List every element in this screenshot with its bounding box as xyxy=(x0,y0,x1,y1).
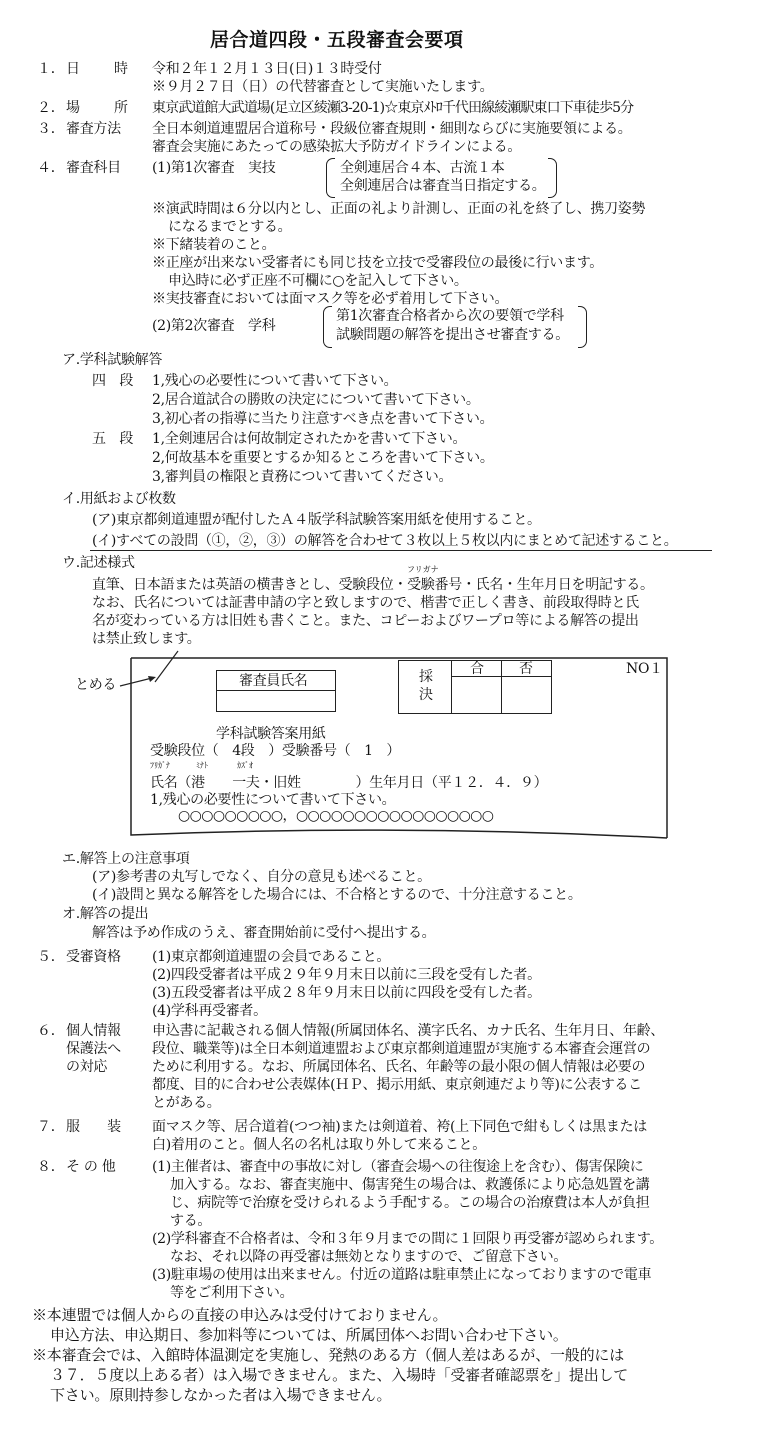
grade-5-label: 五 段 xyxy=(92,431,134,447)
examiner-box xyxy=(216,670,336,712)
note-3-cont: 申込時に必ず正座不可欄に○を記入して下さい。 xyxy=(168,273,468,289)
grade-4-question-1: 1,残心の必要性について書いて下さい。 xyxy=(152,373,398,389)
subsection-u-heading: ウ.記述様式 xyxy=(62,555,135,571)
note-2: ※下緒装着のこと。 xyxy=(152,237,276,253)
footer-note-3: ※本審査会では、入館時体温測定を実施し、発熱のある方（個人差はあるが、一般的には xyxy=(32,1346,625,1364)
section-8-number: ８． xyxy=(37,1159,65,1175)
section-5-label: 受審資格 xyxy=(66,949,121,965)
other-line-4: する。 xyxy=(170,1213,212,1229)
privacy-line-4: 都度、目的に合わせ公表媒体(ＨＰ、掲示用紙、東京剣連だより等)に公表するこ xyxy=(152,1077,642,1093)
footer-note-4: ３７．５度以上ある者）は入場できません。また、入場時「受審者確認票を」提出して xyxy=(50,1366,629,1384)
second-exam-detail-2: 試験問題の解答を提出させ審査する。 xyxy=(336,327,569,343)
furigana-label: フリガナ xyxy=(407,565,439,574)
caution-1: (ア)参考書の丸写しでなく、自分の意見も述べること。 xyxy=(92,869,431,885)
section-4-number: ４． xyxy=(37,160,65,176)
subsection-a-heading: ア.学科試験解答 xyxy=(62,352,163,368)
pass-label: 合 xyxy=(470,661,484,677)
other-line-8: 等をご利用下さい。 xyxy=(170,1285,294,1301)
style-line-3: 名が変わっている方は旧姓も書くこと。また、コピーおよびワープロ等による解答の提出 xyxy=(92,613,639,629)
section-2-label: 場 所 xyxy=(66,100,130,116)
sample-question: 1,残心の必要性について書いて下さい。 xyxy=(150,792,396,808)
first-exam-heading: (1)第1次審査 実技 xyxy=(152,160,276,176)
grade-4-question-3: 3,初心者の指導に当たり注意すべき点を書いて下さい。 xyxy=(152,411,494,427)
qualification-1: (1)東京都剣道連盟の会員であること。 xyxy=(152,949,391,965)
sample-answer: ○○○○○○○○○，○○○○○○○○○○○○○○○○○ xyxy=(178,808,494,824)
section-2-number: ２． xyxy=(37,100,65,116)
grade-5-question-3: 3,審判員の権限と責務について書いてください。 xyxy=(152,469,453,485)
style-line-4: は禁止致します。 xyxy=(92,631,201,647)
submission-line: 解答は予め作成のうえ、審査開始前に受付へ提出する。 xyxy=(92,925,436,941)
section-1-number: １． xyxy=(37,61,65,77)
examiner-name-label: 審査員氏名 xyxy=(239,673,308,689)
page-title: 居合道四段・五段審査会要項 xyxy=(210,29,464,51)
grade-4-question-2: 2,居合道試合の勝敗の決定にについて書いて下さい。 xyxy=(152,392,480,408)
section-3-line-1: 全日本剣道連盟居合道称号・段級位審査規則・細則ならびに実施要領による。 xyxy=(152,121,632,137)
footer-note-1: ※本連盟では個人からの直接の申込みは受付けておりません。 xyxy=(32,1306,448,1324)
subsection-i-heading: イ.用紙および枚数 xyxy=(62,491,176,507)
other-line-3: じ、病院等で治療を受けられるよう手配する。この場合の治療費は本人が負担 xyxy=(170,1195,650,1211)
section-6-label-1: 個人情報 xyxy=(66,1023,121,1039)
grade-5-question-2: 2,何故基本を重要とするか知るところを書いて下さい。 xyxy=(152,450,494,466)
section-3-label: 審査方法 xyxy=(66,121,121,137)
attire-line-1: 面マスク等、居合道着(つつ袖)または剣道着、袴(上下同色で紺もしくは黒または xyxy=(152,1119,647,1135)
fail-label: 否 xyxy=(519,661,533,677)
section-7-number: ７． xyxy=(37,1119,65,1135)
footer-note-2: 申込方法、申込期日、参加料等については、所属団体へお問い合わせ下さい。 xyxy=(50,1326,568,1344)
name-and-birth: 氏名（港 一夫・旧姓 ）生年月日（平１２．４．９） xyxy=(150,775,548,791)
judgment-label-2: 決 xyxy=(419,687,433,703)
section-6-label-3: の対応 xyxy=(66,1059,108,1075)
paper-rule-2: (イ)すべての設問（①，②，③）の解答を合わせて３枚以上５枚以内にまとめて記述すること。 xyxy=(92,533,678,549)
furigana-surname: ﾐﾅﾄ xyxy=(196,761,208,770)
section-8-label: そ の 他 xyxy=(66,1159,116,1175)
grade-and-number: 受験段位（ 4段 ）受験番号（ 1 ） xyxy=(150,743,401,759)
furigana-given: ｶｽﾞｵ xyxy=(237,761,253,770)
section-6-number: ６． xyxy=(37,1023,65,1039)
attire-line-2: 白)着用のこと。個人名の名札は取り外して来ること。 xyxy=(152,1137,486,1153)
privacy-line-5: とがある。 xyxy=(152,1095,221,1111)
furigana-tag: ﾌﾘｶﾞﾅ xyxy=(150,761,170,770)
footer-note-5: 下さい。原則持参しなかった者は入場できません。 xyxy=(50,1386,392,1404)
style-line-1: 直筆、日本語または英語の横書きとし、受験段位・受験番号・氏名・生年月日を明記する。 xyxy=(92,577,654,593)
other-line-1: (1)主催者は、審査中の事故に対し（審査会場への往復途上を含む）、傷害保険に xyxy=(152,1159,644,1175)
note-1: ※演武時間は６分以内とし、正面の礼より計測し、正面の礼を終了し、携刀姿勢 xyxy=(152,201,646,217)
qualification-4: (4)学科再受審者。 xyxy=(152,1003,267,1019)
section-3-number: ３． xyxy=(37,121,65,137)
second-exam-heading: (2)第2次審査 学科 xyxy=(152,318,276,334)
section-1-label: 日 時 xyxy=(66,61,130,77)
judgment-box xyxy=(398,660,552,714)
note-3: ※正座が出来ない受審者にも同じ技を立技で受審段位の最後に行います。 xyxy=(152,255,603,271)
qualification-3: (3)五段受審者は平成２８年９月末日以前に四段を受有した者。 xyxy=(152,985,541,1001)
privacy-line-2: 段位、職業等)は全日本剣道連盟および東京都剣道連盟が実施する本審査会運営の xyxy=(152,1041,651,1057)
other-line-5: (2)学科審査不合格者は、令和３年９月までの間に１回限り再受審が認められます。 xyxy=(152,1231,664,1247)
staple-label: とめる xyxy=(75,677,117,693)
section-5-number: ５． xyxy=(37,949,65,965)
privacy-line-1: 申込書に記載される個人情報(所属団体名、漢字氏名、カナ氏名、生年月日、年齢、 xyxy=(152,1023,665,1039)
style-line-2: なお、氏名については証書申請の字と致しますので、楷書で正しく書き、前段取得時と氏 xyxy=(92,595,639,611)
note-4: ※実技審査においては面マスク等を必ず着用して下さい。 xyxy=(152,291,509,307)
subsection-e-heading: エ.解答上の注意事項 xyxy=(62,851,190,867)
caution-2: (イ)設問と異なる解答をした場合には、不合格とするので、十分注意すること。 xyxy=(92,887,582,903)
second-exam-detail-1: 第1次審査合格者から次の要領で学科 xyxy=(336,308,564,324)
grade-4-label: 四 段 xyxy=(92,373,134,389)
qualification-2: (2)四段受審者は平成２９年９月末日以前に三段を受有した者。 xyxy=(152,967,541,983)
sheet-number: NO１ xyxy=(626,661,663,677)
other-line-6: なお、それ以降の再受審は無効となりますので、ご留意下さい。 xyxy=(170,1249,568,1265)
answer-sheet-title: 学科試験答案用紙 xyxy=(216,726,326,742)
subsection-o-heading: オ.解答の提出 xyxy=(62,906,149,922)
section-2-line-1: 東京武道館大武道場(足立区綾瀬3-20-1)☆東京ﾒﾄﾛ千代田線綾瀬駅東口下車徒歩5分 xyxy=(152,100,634,116)
first-exam-detail-1: 全剣連居合４本、古流１本 xyxy=(340,160,505,176)
other-line-7: (3)駐車場の使用は出来ません。付近の道路は駐車禁止になっておりますので電車 xyxy=(152,1267,652,1283)
note-1-cont: になるまでとする。 xyxy=(168,219,292,235)
section-1-line-2: ※９月２７日（日）の代替審査として実施いたします。 xyxy=(152,79,494,95)
section-6-label-2: 保護法へ xyxy=(66,1041,121,1057)
section-1-line-1: 令和２年１２月１３日(日)１３時受付 xyxy=(152,61,382,77)
section-7-label: 服 装 xyxy=(66,1119,121,1135)
section-4-label: 審査科目 xyxy=(66,160,121,176)
other-line-2: 加入する。なお、審査実施中、傷害発生の場合は、救護係により応急処置を講 xyxy=(170,1177,650,1193)
grade-5-question-1: 1,全剣連居合は何故制定されたかを書いて下さい。 xyxy=(152,431,467,447)
section-3-line-2: 審査会実施にあたっての感染拡大予防ガイドラインによる。 xyxy=(152,139,522,155)
paper-rule-1: (ア)東京都剣道連盟が配付したＡ４版学科試験答案用紙を使用すること。 xyxy=(92,512,541,528)
judgment-label-1: 採 xyxy=(419,669,433,685)
privacy-line-3: ために利用する。なお、所属団体名、氏名、年齢等の最小限の個人情報は必要の xyxy=(152,1059,646,1075)
first-exam-detail-2: 全剣連居合は審査当日指定する。 xyxy=(340,178,546,194)
